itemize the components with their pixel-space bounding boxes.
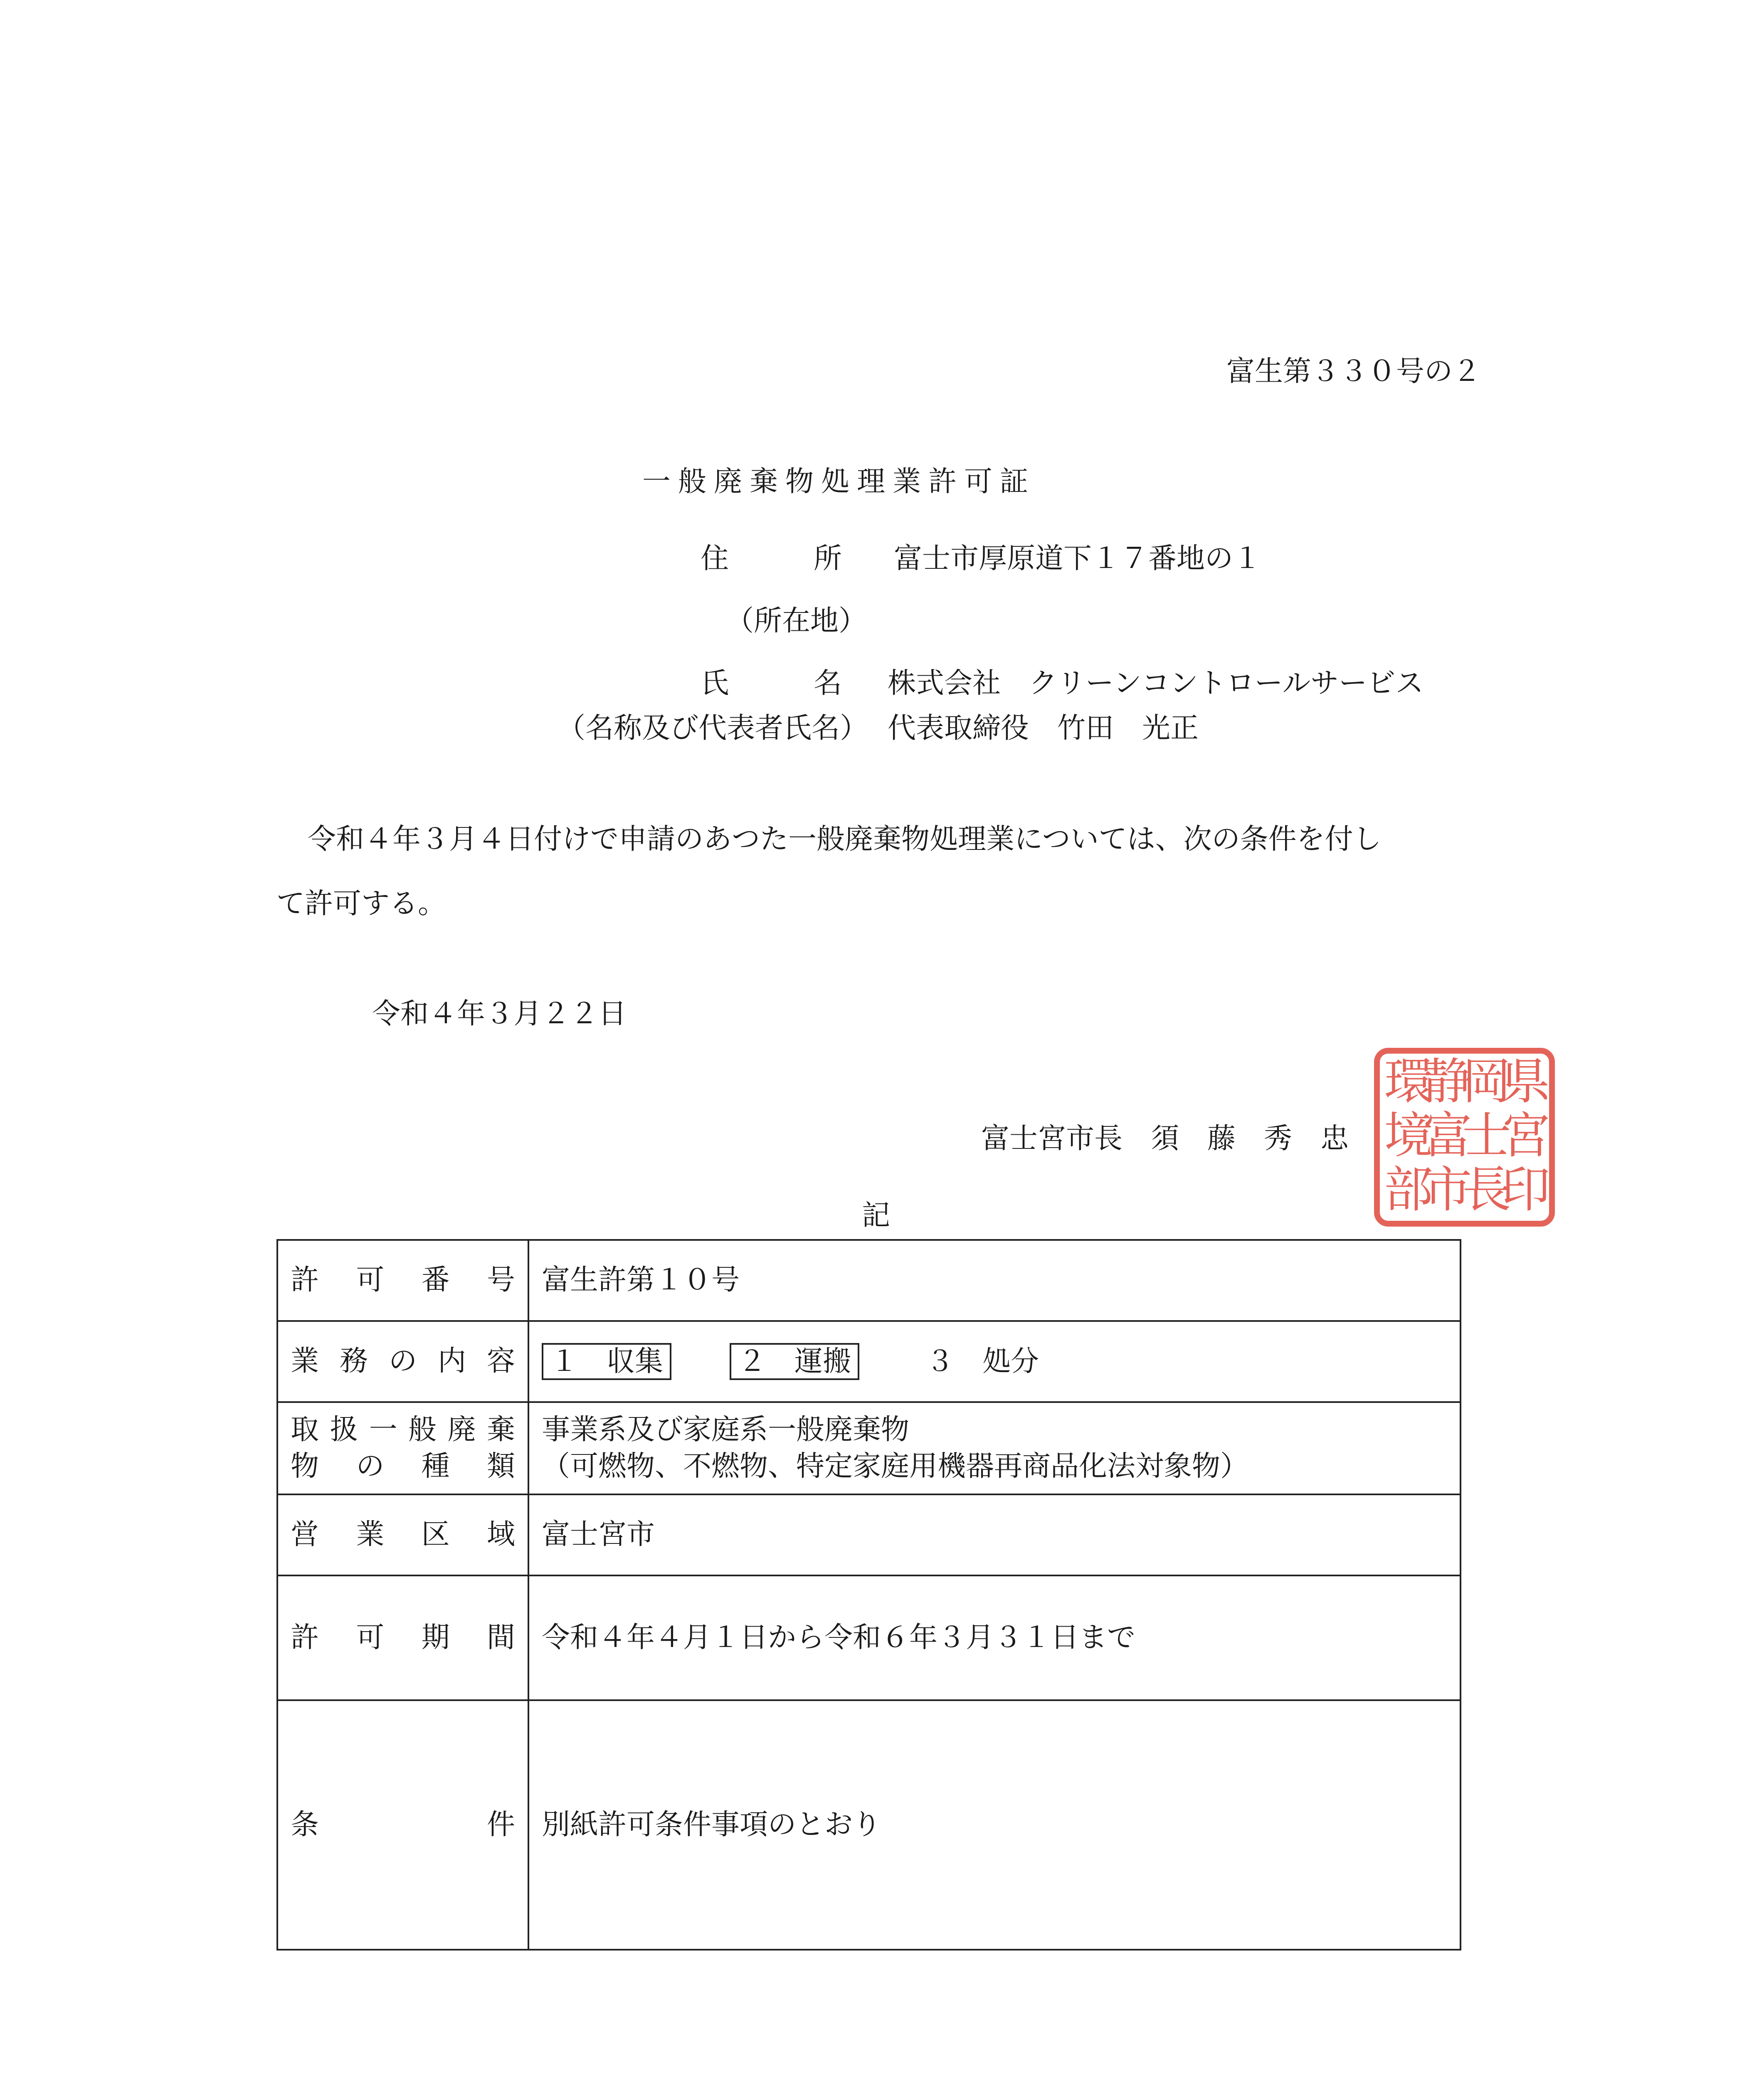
seal-char: 岡: [1462, 1053, 1512, 1110]
official-seal-stamp: [1374, 1048, 1555, 1227]
label-char: 許: [291, 1621, 319, 1654]
seal-char: 静: [1423, 1053, 1473, 1110]
seal-char: 県: [1501, 1053, 1551, 1110]
table-row: [277, 1700, 1461, 1950]
seal-char: 士: [1462, 1107, 1512, 1164]
row-label: [277, 1575, 528, 1700]
permit-period-value: 令和４年４月１日から令和６年３月３１日まで: [528, 1575, 1461, 1700]
waste-type-value: [528, 1402, 1461, 1494]
row-label-line: [291, 1262, 515, 1299]
seal-char: 環: [1384, 1053, 1433, 1110]
document-number: 富生第３３０号の２: [1226, 355, 1481, 388]
conditions-value: 別紙許可条件事項のとおり: [528, 1700, 1461, 1950]
seal-char: 宮: [1501, 1107, 1551, 1164]
business-area-value: 富士宮市: [528, 1494, 1461, 1575]
seal-char: 部: [1384, 1161, 1433, 1218]
row-label-line: [291, 1516, 515, 1553]
table-row: [277, 1321, 1461, 1402]
row-label: [277, 1321, 528, 1402]
waste-type-line-2: （可燃物、不燃物、特定家庭用機器再商品化法対象物）: [542, 1450, 1249, 1483]
body-text-line-2: て許可する。: [276, 887, 447, 920]
seal-char: 市: [1423, 1161, 1473, 1218]
permit-details-table: [276, 1239, 1461, 1951]
issue-date: 令和４年３月２２日: [372, 998, 627, 1030]
row-label-line: [291, 1807, 515, 1843]
row-label-line: [291, 1412, 515, 1448]
issuer-name: 富士宮市長 須 藤 秀 忠: [981, 1122, 1349, 1155]
row-label: [277, 1700, 528, 1950]
label-char: 務: [339, 1345, 368, 1378]
label-char: 可: [356, 1621, 385, 1654]
label-char: の: [356, 1450, 385, 1483]
row-label-line: [291, 1620, 515, 1656]
row-label: [277, 1240, 528, 1321]
row-label-line: [291, 1448, 515, 1485]
label-char: 域: [486, 1518, 515, 1551]
label-char: 物: [291, 1450, 319, 1483]
label-char: 取: [291, 1413, 319, 1446]
label-char: 類: [486, 1450, 515, 1483]
permit-number-value: 富生許第１０号: [528, 1240, 1461, 1321]
table-row: [277, 1575, 1461, 1700]
name-label: 氏 名: [701, 667, 842, 700]
service-collection: １ 収集: [542, 1343, 671, 1380]
address-label: 住 所: [701, 542, 842, 575]
representative-name: 代表取締役 竹田 光正: [888, 712, 1199, 745]
label-char: 期: [421, 1621, 450, 1654]
label-char: 番: [421, 1264, 450, 1297]
label-char: 棄: [486, 1413, 515, 1446]
service-transport: ２ 運搬: [730, 1343, 859, 1380]
table-row: [277, 1494, 1461, 1575]
label-char: 業: [291, 1345, 319, 1378]
label-char: 容: [486, 1345, 515, 1378]
label-char: 扱: [330, 1413, 358, 1446]
seal-char: 印: [1501, 1161, 1551, 1218]
company-name: 株式会社 クリーンコントロールサービス: [888, 667, 1424, 700]
label-char: 区: [421, 1518, 450, 1551]
name-sublabel: （名称及び代表者氏名）: [557, 712, 868, 745]
label-char: 業: [356, 1518, 385, 1551]
service-disposal: ３ 処分: [926, 1345, 1039, 1378]
label-char: の: [388, 1345, 417, 1378]
waste-type-line-1: 事業系及び家庭系一般廃棄物: [542, 1413, 910, 1446]
label-char: 件: [486, 1808, 515, 1841]
row-label-line: [291, 1343, 515, 1380]
service-content-value: [528, 1321, 1461, 1402]
row-label: [277, 1402, 528, 1494]
label-char: 廃: [447, 1413, 476, 1446]
address-sublabel: （所在地）: [725, 605, 867, 637]
label-char: 一: [369, 1413, 397, 1446]
label-char: 許: [291, 1264, 319, 1297]
address-value: 富士市厚原道下１７番地の１: [894, 542, 1262, 575]
label-char: 営: [291, 1518, 319, 1551]
body-text-line-1: 令和４年３月４日付けで申請のあつた一般廃棄物処理業については、次の条件を付し: [308, 823, 1382, 856]
label-char: 種: [421, 1450, 450, 1483]
table-row: [277, 1402, 1461, 1494]
seal-char: 境: [1384, 1107, 1433, 1164]
label-char: 間: [486, 1621, 515, 1654]
seal-char: 富: [1423, 1107, 1473, 1164]
document-title: 一般廃棄物処理業許可証: [642, 465, 1036, 498]
ki-heading: 記: [862, 1199, 891, 1232]
seal-char: 長: [1462, 1161, 1512, 1218]
label-char: 般: [408, 1413, 437, 1446]
label-char: 可: [356, 1264, 385, 1297]
label-char: 号: [486, 1264, 515, 1297]
row-label: [277, 1494, 528, 1575]
label-char: 条: [291, 1808, 319, 1841]
label-char: 内: [437, 1345, 466, 1378]
table-row: [277, 1240, 1461, 1321]
